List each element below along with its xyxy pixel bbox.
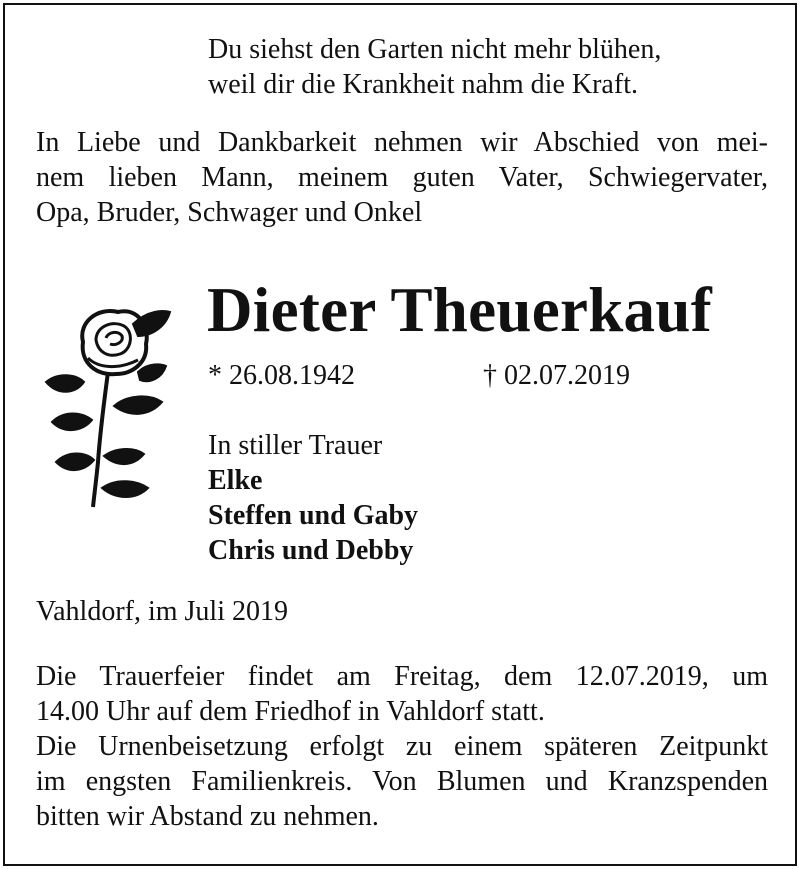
motto [208,32,661,102]
motto-line: weil dir die Krankheit nahm die Kraft. [208,69,638,100]
mourner-name: Elke [208,465,263,496]
intro-line: nem lieben Mann, meinem guten Vater, Schwiegervater, [36,162,768,193]
intro-text [36,125,768,230]
mourners-block [208,428,418,568]
death-date: † 02.07.2019 [483,360,630,391]
intro-line: In Liebe und Dankbarkeit nehmen wir Abschied von mei- [36,127,768,158]
info-line: bitten wir Abstand zu nehmen. [36,801,379,832]
mourner-name: Chris und Debby [208,535,414,566]
info-line: Die Trauerfeier findet am Freitag, dem 12.07.2019, um [36,661,768,692]
info-line: Die Urnenbeisetzung erfolgt zu einem späteren Zeitpunkt [36,731,768,762]
mourners-heading: In stiller Trauer [208,430,383,461]
rose-icon [38,302,172,510]
info-line: im engsten Familienkreis. Von Blumen und Kranzspenden [36,766,768,797]
funeral-info [36,659,768,834]
info-line: 14.00 Uhr auf dem Friedhof in Vahldorf statt. [36,696,545,727]
deceased-name: Dieter Theuerkauf [207,275,712,345]
motto-line: Du siehst den Garten nicht mehr blühen, [208,34,662,65]
intro-line: Opa, Bruder, Schwager und Onkel [36,197,423,228]
place-date: Vahldorf, im Juli 2019 [36,596,288,627]
birth-date: * 26.08.1942 [208,360,355,391]
mourner-name: Steffen und Gaby [208,500,419,531]
